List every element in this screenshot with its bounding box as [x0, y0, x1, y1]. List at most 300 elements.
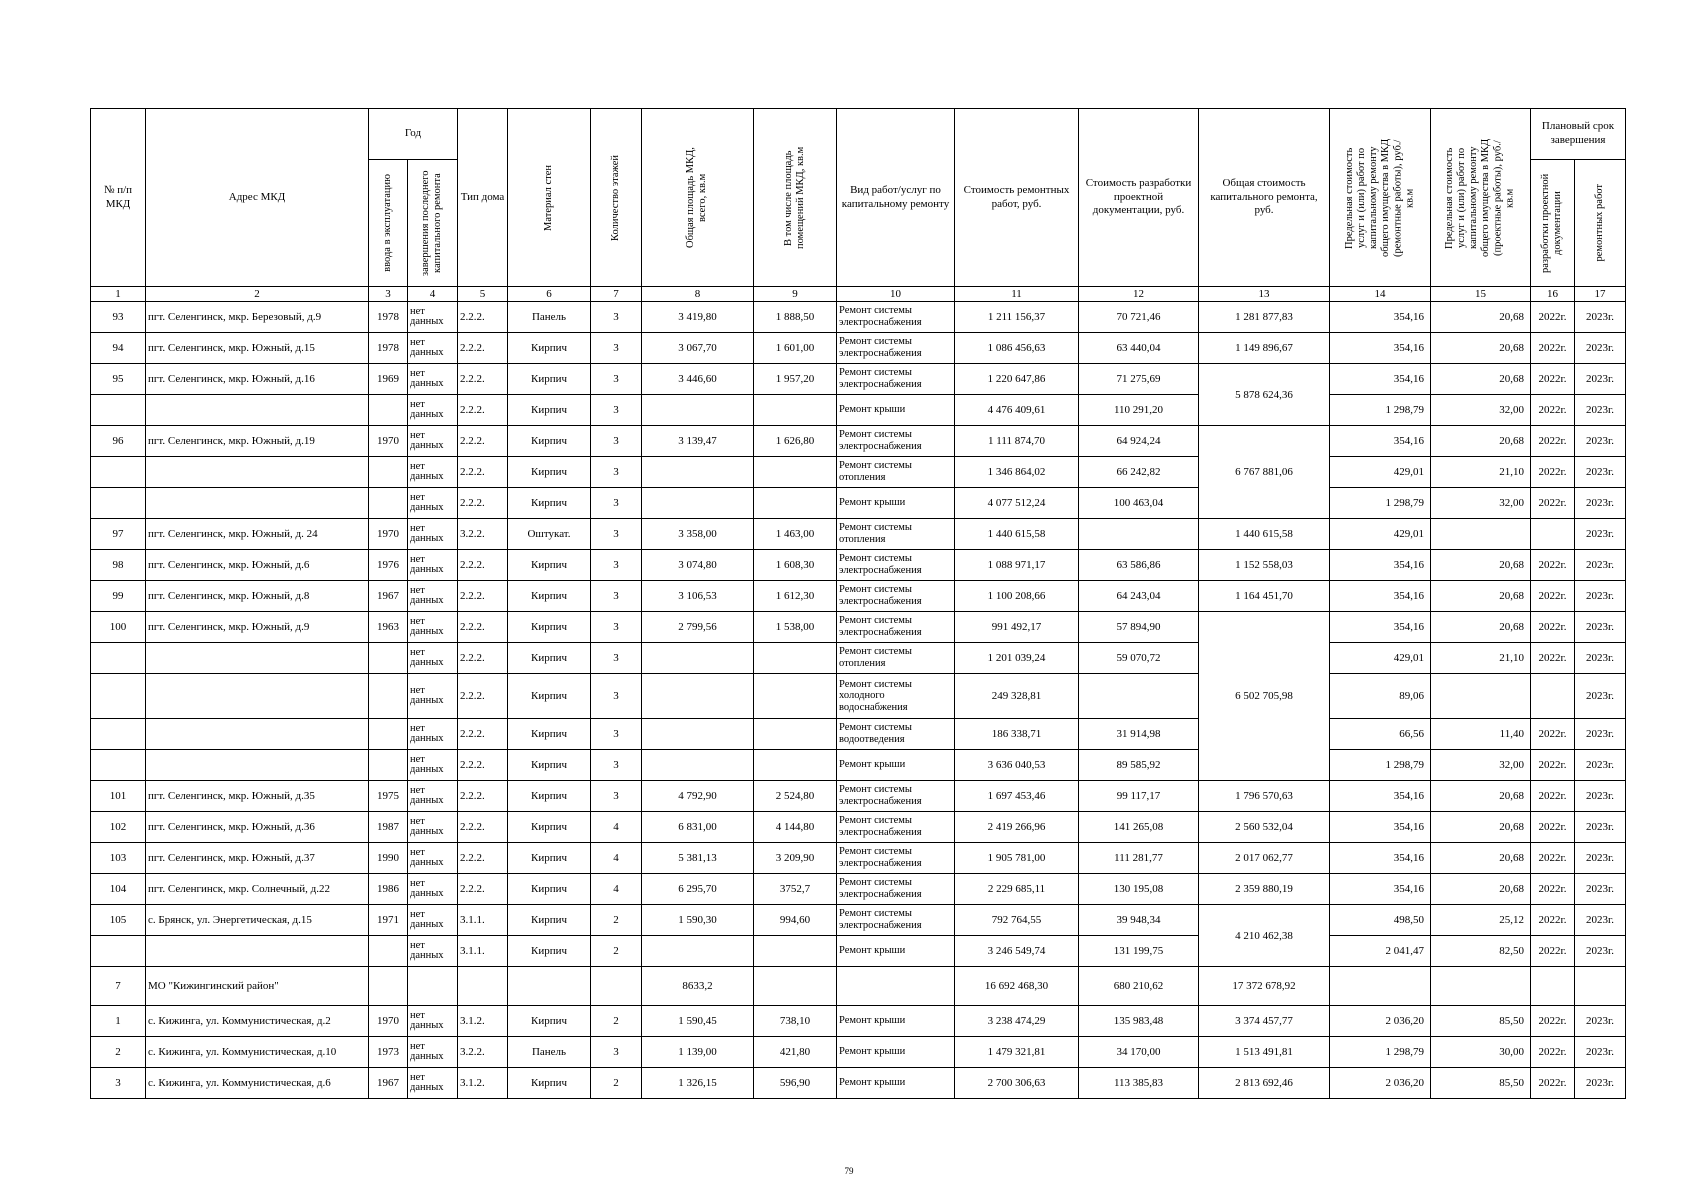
column-number-row: [91, 287, 1626, 302]
row-wall-material: Кирпич: [508, 874, 591, 905]
row-limit-design: 21,10: [1431, 457, 1531, 488]
row-number: 93: [91, 302, 146, 333]
row-year-in: 1986: [369, 874, 408, 905]
row-cost-design: 57 894,90: [1079, 612, 1199, 643]
row-year-in: 1976: [369, 550, 408, 581]
row-year-in: 1978: [369, 333, 408, 364]
row-plan-design: 2022г.: [1531, 936, 1575, 967]
row-address: с. Кижинга, ул. Коммунистическая, д.6: [146, 1068, 369, 1099]
row-floors: 3: [591, 550, 642, 581]
row-cost-total: 6 502 705,98: [1199, 612, 1330, 781]
row-cost-total: 5 878 624,36: [1199, 364, 1330, 426]
row-cost-repair: 4 077 512,24: [955, 488, 1079, 519]
table-row: [91, 843, 1626, 874]
row-area-premises: [754, 674, 837, 719]
row-year-in: 1990: [369, 843, 408, 874]
row-cost-design: 59 070,72: [1079, 643, 1199, 674]
col-type-header: Тип дома: [458, 109, 508, 287]
empty-cell: [754, 967, 837, 1006]
row-cost-repair: 1 346 864,02: [955, 457, 1079, 488]
row-house-type: 2.2.2.: [458, 843, 508, 874]
column-number: 14: [1330, 287, 1431, 302]
row-year-last: нет данных: [408, 550, 458, 581]
row-limit-work: 354,16: [1330, 302, 1431, 333]
row-floors: 3: [591, 643, 642, 674]
row-limit-work: 354,16: [1330, 333, 1431, 364]
row-year-last: нет данных: [408, 1006, 458, 1037]
row-number: 95: [91, 364, 146, 395]
row-area-total: 3 106,53: [642, 581, 754, 612]
row-area-premises: 1 957,20: [754, 364, 837, 395]
row-floors: 2: [591, 936, 642, 967]
row-floors: 3: [591, 426, 642, 457]
row-work-type: Ремонт крыши: [837, 1068, 955, 1099]
row-plan-design: [1531, 674, 1575, 719]
row-area-premises: 1 888,50: [754, 302, 837, 333]
row-cost-repair: 249 328,81: [955, 674, 1079, 719]
row-cost-design: 39 948,34: [1079, 905, 1199, 936]
row-number: 100: [91, 612, 146, 643]
row-limit-design: 32,00: [1431, 750, 1531, 781]
empty-cell: [1330, 967, 1431, 1006]
row-cost-total: 2 560 532,04: [1199, 812, 1330, 843]
row-limit-work: 89,06: [1330, 674, 1431, 719]
row-number: 96: [91, 426, 146, 457]
row-cost-total: 1 281 877,83: [1199, 302, 1330, 333]
row-year-last: нет данных: [408, 905, 458, 936]
row-cost-repair: 991 492,17: [955, 612, 1079, 643]
row-number: 104: [91, 874, 146, 905]
row-floors: 3: [591, 1037, 642, 1068]
row-work-type: Ремонт крыши: [837, 1006, 955, 1037]
row-plan-design: 2022г.: [1531, 581, 1575, 612]
row-area-total: [642, 488, 754, 519]
row-cost-design: 141 265,08: [1079, 812, 1199, 843]
row-limit-design: 20,68: [1431, 333, 1531, 364]
row-year-last: нет данных: [408, 395, 458, 426]
table-row: [91, 812, 1626, 843]
row-area-total: [642, 750, 754, 781]
row-floors: 3: [591, 302, 642, 333]
row-area-premises: 3752,7: [754, 874, 837, 905]
row-work-type: Ремонт системы электроснабжения: [837, 905, 955, 936]
row-address: [146, 643, 369, 674]
row-cost-total: 2 359 880,19: [1199, 874, 1330, 905]
row-year-last: нет данных: [408, 581, 458, 612]
row-cost-design: 63 586,86: [1079, 550, 1199, 581]
row-limit-design: 20,68: [1431, 843, 1531, 874]
row-limit-work: 429,01: [1330, 519, 1431, 550]
row-limit-work: 1 298,79: [1330, 750, 1431, 781]
row-year-last: нет данных: [408, 750, 458, 781]
row-year-in: 1969: [369, 364, 408, 395]
row-plan-repair: 2023г.: [1575, 905, 1626, 936]
row-limit-work: 2 036,20: [1330, 1006, 1431, 1037]
column-number: 5: [458, 287, 508, 302]
row-work-type: Ремонт крыши: [837, 936, 955, 967]
row-plan-design: 2022г.: [1531, 612, 1575, 643]
row-plan-repair: 2023г.: [1575, 612, 1626, 643]
row-plan-design: 2022г.: [1531, 750, 1575, 781]
row-cost-total: 1 440 615,58: [1199, 519, 1330, 550]
row-address: с. Кижинга, ул. Коммунистическая, д.2: [146, 1006, 369, 1037]
column-number: 11: [955, 287, 1079, 302]
row-year-in: 1987: [369, 812, 408, 843]
row-area-total: 3 446,60: [642, 364, 754, 395]
row-limit-work: 354,16: [1330, 550, 1431, 581]
row-area-premises: 1 608,30: [754, 550, 837, 581]
row-plan-repair: 2023г.: [1575, 333, 1626, 364]
row-wall-material: Кирпич: [508, 843, 591, 874]
row-year-in: 1967: [369, 1068, 408, 1099]
row-work-type: Ремонт системы электроснабжения: [837, 812, 955, 843]
row-limit-work: 354,16: [1330, 812, 1431, 843]
row-limit-design: 20,68: [1431, 550, 1531, 581]
row-area-premises: [754, 643, 837, 674]
row-floors: 3: [591, 457, 642, 488]
row-number: [91, 719, 146, 750]
row-floors: 2: [591, 1068, 642, 1099]
row-wall-material: Кирпич: [508, 457, 591, 488]
row-wall-material: Кирпич: [508, 333, 591, 364]
row-plan-repair: 2023г.: [1575, 936, 1626, 967]
row-year-in: 1970: [369, 1006, 408, 1037]
row-cost-total: 2 017 062,77: [1199, 843, 1330, 874]
row-cost-design: 111 281,77: [1079, 843, 1199, 874]
row-cost-design: 99 117,17: [1079, 781, 1199, 812]
row-cost-repair: 792 764,55: [955, 905, 1079, 936]
column-number: 15: [1431, 287, 1531, 302]
row-year-in: [369, 936, 408, 967]
row-cost-repair: 1 479 321,81: [955, 1037, 1079, 1068]
row-address: [146, 750, 369, 781]
row-cost-repair: 1 111 874,70: [955, 426, 1079, 457]
row-wall-material: Кирпич: [508, 488, 591, 519]
column-number: 16: [1531, 287, 1575, 302]
row-work-type: Ремонт крыши: [837, 750, 955, 781]
row-cost-design: 34 170,00: [1079, 1037, 1199, 1068]
col-year-group-header: Год: [369, 109, 458, 160]
row-plan-design: 2022г.: [1531, 1068, 1575, 1099]
row-work-type: Ремонт системы отопления: [837, 457, 955, 488]
row-year-in: 1975: [369, 781, 408, 812]
row-year-last: нет данных: [408, 936, 458, 967]
row-plan-repair: 2023г.: [1575, 426, 1626, 457]
column-number: 4: [408, 287, 458, 302]
row-limit-work: 354,16: [1330, 612, 1431, 643]
row-work-type: Ремонт системы электроснабжения: [837, 874, 955, 905]
row-year-last: нет данных: [408, 719, 458, 750]
row-work-type: Ремонт системы электроснабжения: [837, 426, 955, 457]
row-floors: 3: [591, 333, 642, 364]
group-name: МО "Кижингинский район": [146, 967, 369, 1006]
col-material-header: Материал стен: [508, 109, 591, 287]
row-cost-repair: 3 636 040,53: [955, 750, 1079, 781]
row-number: 98: [91, 550, 146, 581]
group-cost-repair: 16 692 468,30: [955, 967, 1079, 1006]
row-area-total: [642, 936, 754, 967]
row-year-last: нет данных: [408, 457, 458, 488]
row-area-total: 6 831,00: [642, 812, 754, 843]
row-cost-total: 4 210 462,38: [1199, 905, 1330, 967]
col-limit-design-header: Предельная стоимость услуг и (или) работ по капитальному ремонту общего имущества в МКД (проектные работы), руб./кв.м: [1431, 109, 1531, 287]
row-cost-design: 71 275,69: [1079, 364, 1199, 395]
table-row: [91, 750, 1626, 781]
table-row: [91, 426, 1626, 457]
row-address: с. Кижинга, ул. Коммунистическая, д.10: [146, 1037, 369, 1068]
row-cost-design: 66 242,82: [1079, 457, 1199, 488]
row-plan-repair: 2023г.: [1575, 364, 1626, 395]
row-plan-design: 2022г.: [1531, 1006, 1575, 1037]
row-house-type: 2.2.2.: [458, 302, 508, 333]
row-limit-work: 1 298,79: [1330, 395, 1431, 426]
row-house-type: 2.2.2.: [458, 674, 508, 719]
row-floors: 3: [591, 364, 642, 395]
row-limit-design: 20,68: [1431, 581, 1531, 612]
row-cost-design: 63 440,04: [1079, 333, 1199, 364]
row-cost-repair: 1 088 971,17: [955, 550, 1079, 581]
row-number: 101: [91, 781, 146, 812]
row-year-in: [369, 719, 408, 750]
row-cost-repair: 3 238 474,29: [955, 1006, 1079, 1037]
row-year-in: [369, 643, 408, 674]
row-floors: 2: [591, 905, 642, 936]
row-number: 2: [91, 1037, 146, 1068]
col-plan-design-header: разработки проектной документации: [1531, 160, 1575, 287]
row-year-in: 1963: [369, 612, 408, 643]
column-number: 17: [1575, 287, 1626, 302]
row-limit-work: 354,16: [1330, 581, 1431, 612]
column-number: 9: [754, 287, 837, 302]
row-area-total: 1 590,30: [642, 905, 754, 936]
table-row: [91, 612, 1626, 643]
row-house-type: 2.2.2.: [458, 874, 508, 905]
row-limit-work: 354,16: [1330, 874, 1431, 905]
row-limit-work: 354,16: [1330, 426, 1431, 457]
row-plan-repair: 2023г.: [1575, 1068, 1626, 1099]
empty-cell: [591, 967, 642, 1006]
row-cost-repair: 186 338,71: [955, 719, 1079, 750]
row-limit-design: 20,68: [1431, 426, 1531, 457]
row-limit-design: 30,00: [1431, 1037, 1531, 1068]
row-plan-design: 2022г.: [1531, 1037, 1575, 1068]
table-row: [91, 719, 1626, 750]
row-floors: 3: [591, 395, 642, 426]
col-plan-group-header: Плановый срок завершения: [1531, 109, 1626, 160]
row-area-premises: [754, 750, 837, 781]
row-cost-design: 31 914,98: [1079, 719, 1199, 750]
row-plan-repair: 2023г.: [1575, 843, 1626, 874]
row-cost-total: 3 374 457,77: [1199, 1006, 1330, 1037]
row-wall-material: Кирпич: [508, 612, 591, 643]
row-limit-design: 82,50: [1431, 936, 1531, 967]
row-address: пгт. Селенгинск, мкр. Солнечный, д.22: [146, 874, 369, 905]
row-cost-total: 1 149 896,67: [1199, 333, 1330, 364]
row-cost-repair: 1 697 453,46: [955, 781, 1079, 812]
row-plan-design: 2022г.: [1531, 302, 1575, 333]
row-year-in: 1970: [369, 426, 408, 457]
row-address: [146, 936, 369, 967]
row-limit-design: 20,68: [1431, 612, 1531, 643]
row-number: 99: [91, 581, 146, 612]
row-area-premises: 1 612,30: [754, 581, 837, 612]
row-cost-design: 110 291,20: [1079, 395, 1199, 426]
row-floors: 3: [591, 488, 642, 519]
row-year-last: нет данных: [408, 364, 458, 395]
row-plan-repair: 2023г.: [1575, 457, 1626, 488]
empty-cell: [408, 967, 458, 1006]
group-row: [91, 967, 1626, 1006]
row-wall-material: Кирпич: [508, 781, 591, 812]
row-area-total: 2 799,56: [642, 612, 754, 643]
row-number: 97: [91, 519, 146, 550]
row-limit-work: 2 041,47: [1330, 936, 1431, 967]
row-area-premises: 1 538,00: [754, 612, 837, 643]
row-address: [146, 457, 369, 488]
row-wall-material: Панель: [508, 302, 591, 333]
row-floors: 3: [591, 781, 642, 812]
capital-repair-table: [90, 108, 1626, 1099]
row-plan-design: 2022г.: [1531, 488, 1575, 519]
table-row: [91, 905, 1626, 936]
row-number: 105: [91, 905, 146, 936]
row-work-type: Ремонт системы отопления: [837, 643, 955, 674]
empty-cell: [508, 967, 591, 1006]
row-area-total: [642, 643, 754, 674]
col-num-header: № п/п МКД: [91, 109, 146, 287]
row-house-type: 3.1.1.: [458, 905, 508, 936]
row-area-total: 5 381,13: [642, 843, 754, 874]
row-house-type: 3.1.2.: [458, 1006, 508, 1037]
row-work-type: Ремонт крыши: [837, 395, 955, 426]
row-work-type: Ремонт системы электроснабжения: [837, 781, 955, 812]
row-plan-design: 2022г.: [1531, 550, 1575, 581]
row-address: [146, 719, 369, 750]
table-row: [91, 674, 1626, 719]
row-cost-design: [1079, 519, 1199, 550]
table-row: [91, 488, 1626, 519]
row-plan-repair: 2023г.: [1575, 674, 1626, 719]
row-house-type: 2.2.2.: [458, 812, 508, 843]
row-house-type: 3.2.2.: [458, 1037, 508, 1068]
row-wall-material: Кирпич: [508, 674, 591, 719]
group-cost-design: 680 210,62: [1079, 967, 1199, 1006]
row-year-in: [369, 674, 408, 719]
row-year-last: нет данных: [408, 426, 458, 457]
row-wall-material: Кирпич: [508, 1006, 591, 1037]
row-limit-work: 354,16: [1330, 843, 1431, 874]
row-area-total: 6 295,70: [642, 874, 754, 905]
table-row: [91, 581, 1626, 612]
table-row: [91, 457, 1626, 488]
row-year-last: нет данных: [408, 843, 458, 874]
row-plan-design: 2022г.: [1531, 426, 1575, 457]
row-plan-design: 2022г.: [1531, 905, 1575, 936]
row-cost-design: 130 195,08: [1079, 874, 1199, 905]
row-cost-repair: 1 086 456,63: [955, 333, 1079, 364]
row-work-type: Ремонт крыши: [837, 1037, 955, 1068]
row-limit-work: 429,01: [1330, 457, 1431, 488]
row-plan-design: [1531, 519, 1575, 550]
row-year-last: нет данных: [408, 874, 458, 905]
row-year-in: [369, 488, 408, 519]
row-plan-repair: 2023г.: [1575, 812, 1626, 843]
row-number: [91, 674, 146, 719]
row-floors: 3: [591, 519, 642, 550]
row-work-type: Ремонт системы электроснабжения: [837, 333, 955, 364]
row-plan-design: 2022г.: [1531, 457, 1575, 488]
row-year-last: нет данных: [408, 781, 458, 812]
empty-cell: [1531, 967, 1575, 1006]
row-work-type: Ремонт системы электроснабжения: [837, 302, 955, 333]
row-number: 102: [91, 812, 146, 843]
row-wall-material: Кирпич: [508, 719, 591, 750]
row-area-premises: 738,10: [754, 1006, 837, 1037]
group-cost-total: 17 372 678,92: [1199, 967, 1330, 1006]
table-row: [91, 1068, 1626, 1099]
row-address: [146, 674, 369, 719]
column-number: 6: [508, 287, 591, 302]
row-work-type: Ремонт системы водоотведения: [837, 719, 955, 750]
table-row: [91, 643, 1626, 674]
row-house-type: 2.2.2.: [458, 550, 508, 581]
col-year-in-header: ввода в эксплуатацию: [369, 160, 408, 287]
row-work-type: Ремонт системы холодного водоснабжения: [837, 674, 955, 719]
row-floors: 2: [591, 1006, 642, 1037]
row-area-total: [642, 674, 754, 719]
row-area-total: 3 358,00: [642, 519, 754, 550]
column-number: 1: [91, 287, 146, 302]
row-number: [91, 750, 146, 781]
row-year-last: нет данных: [408, 643, 458, 674]
row-plan-design: 2022г.: [1531, 364, 1575, 395]
row-wall-material: Кирпич: [508, 643, 591, 674]
row-cost-repair: 1 201 039,24: [955, 643, 1079, 674]
empty-cell: [837, 967, 955, 1006]
row-area-total: 4 792,90: [642, 781, 754, 812]
row-address: пгт. Селенгинск, мкр. Южный, д.16: [146, 364, 369, 395]
row-plan-repair: 2023г.: [1575, 781, 1626, 812]
empty-cell: [1431, 967, 1531, 1006]
row-plan-repair: 2023г.: [1575, 519, 1626, 550]
row-wall-material: Кирпич: [508, 750, 591, 781]
table-body: [91, 302, 1626, 1099]
col-floors-header: Количество этажей: [591, 109, 642, 287]
row-limit-work: 354,16: [1330, 364, 1431, 395]
row-area-total: 3 419,80: [642, 302, 754, 333]
row-number: 1: [91, 1006, 146, 1037]
row-house-type: 3.2.2.: [458, 519, 508, 550]
row-wall-material: Кирпич: [508, 395, 591, 426]
row-number: 103: [91, 843, 146, 874]
row-cost-design: 131 199,75: [1079, 936, 1199, 967]
row-area-total: 1 139,00: [642, 1037, 754, 1068]
row-wall-material: Панель: [508, 1037, 591, 1068]
table-row: [91, 333, 1626, 364]
row-plan-repair: 2023г.: [1575, 643, 1626, 674]
row-number: 94: [91, 333, 146, 364]
row-area-premises: 3 209,90: [754, 843, 837, 874]
row-plan-design: 2022г.: [1531, 395, 1575, 426]
col-cost-total-header: Общая стоимость капитального ремонта, руб.: [1199, 109, 1330, 287]
row-house-type: 2.2.2.: [458, 781, 508, 812]
row-number: 3: [91, 1068, 146, 1099]
row-limit-design: 85,50: [1431, 1068, 1531, 1099]
row-limit-design: 25,12: [1431, 905, 1531, 936]
row-address: пгт. Селенгинск, мкр. Южный, д.8: [146, 581, 369, 612]
row-limit-work: 429,01: [1330, 643, 1431, 674]
row-plan-design: 2022г.: [1531, 874, 1575, 905]
